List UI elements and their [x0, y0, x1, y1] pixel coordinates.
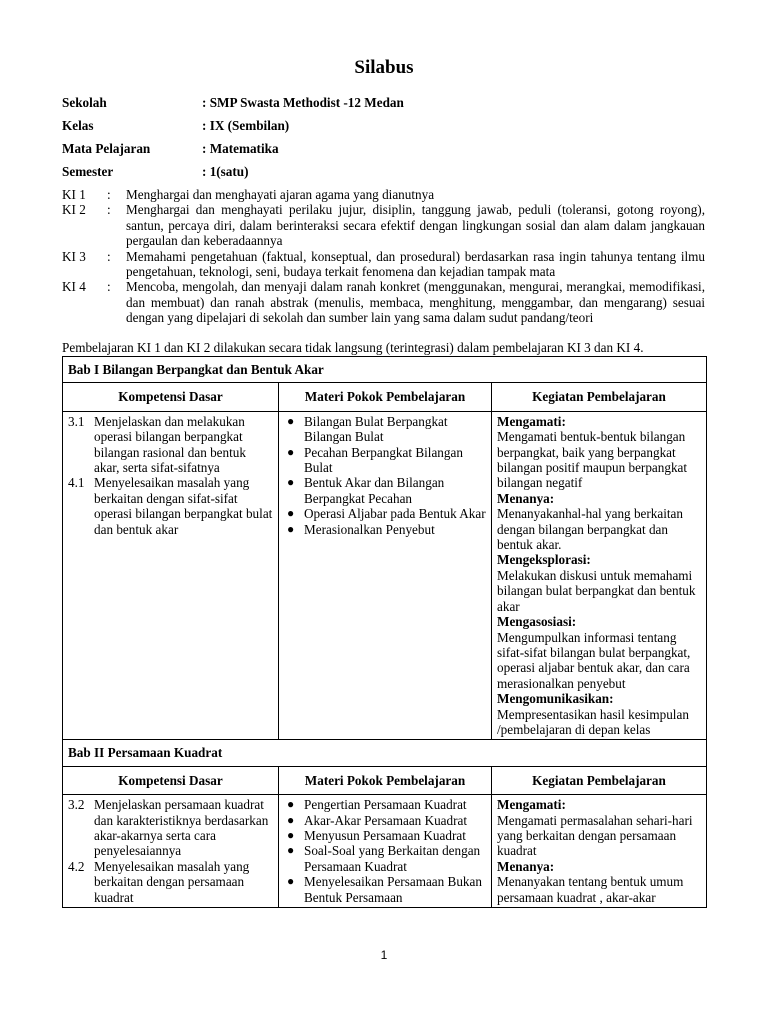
ki-row-3: [62, 249, 705, 280]
header-materi-pokok: Materi Pokok Pembelajaran: [279, 383, 492, 411]
bab-2-kegiatan-cell: [492, 795, 707, 908]
materi-item: [284, 445, 486, 476]
kegiatan-heading: Mengomunikasikan:: [497, 691, 614, 707]
bullet-icon: ●: [287, 521, 295, 536]
materi-item: [284, 797, 486, 812]
ki-row-4: [62, 279, 705, 325]
bab-1-title: Bab I Bilangan Berpangkat dan Bentuk Akar: [63, 357, 707, 383]
kd-number: 4.1: [68, 475, 85, 491]
syllabus-table: [62, 356, 707, 908]
ki-code: KI 4: [62, 279, 86, 295]
ki-code: KI 1: [62, 187, 86, 202]
materi-text: Bilangan Bulat Berpangkat Bilangan Bulat: [304, 413, 448, 445]
kd-text: Menyelesaikan masalah yang berkaitan dengan persamaan kuadrat: [94, 858, 250, 905]
bullet-icon: ●: [287, 413, 295, 428]
ki-row-2: [62, 202, 705, 248]
meta-label: Semester: [62, 164, 114, 179]
bullet-icon: ●: [287, 827, 295, 842]
ki-text: Memahami pengetahuan (faktual, konseptual, dan prosedural) berdasarkan rasa ingin tahunya tentang ilmu pengetahuan, teknologi, seni, budaya terkait fenomena dan kejadian tampak mata: [126, 248, 705, 280]
kegiatan-text: Melakukan diskusi untuk memahami bilangan bulat berpangkat dan bentuk akar: [497, 567, 696, 614]
materi-text: Pecahan Berpangkat Bilangan Bulat: [304, 444, 463, 476]
meta-label: Mata Pelajaran: [62, 141, 151, 156]
kegiatan-text: Mengamati permasalahan sehari-hari yang berkaitan dengan persamaan kuadrat: [497, 812, 693, 859]
bab-2-materi-cell: [279, 795, 492, 908]
kd-item: [68, 797, 273, 859]
integration-note: Pembelajaran KI 1 dan KI 2 dilakukan secara tidak langsung (terintegrasi) dalam pembelajaran KI 3 dan KI 4.: [62, 340, 644, 355]
ki-colon: :: [107, 248, 111, 264]
meta-value: : SMP Swasta Methodist -12 Medan: [202, 95, 404, 110]
kd-text: Menyelesaikan masalah yang berkaitan dengan sifat-sifat operasi bilangan berpangkat bulat dan bentuk akar: [94, 475, 273, 537]
materi-item: [284, 843, 486, 874]
materi-item: [284, 874, 486, 905]
kompetensi-inti-list: [62, 187, 705, 326]
meta-value: : 1(satu): [202, 164, 249, 179]
ki-code: KI 2: [62, 202, 86, 218]
meta-value: : IX (Sembilan): [202, 118, 290, 133]
header-kompetensi-dasar: Kompetensi Dasar: [63, 766, 279, 794]
materi-item: [284, 475, 486, 506]
materi-item: [284, 813, 486, 828]
kegiatan-text: Menanyakanhal-hal yang berkaitan dengan bilangan berpangkat dan bentuk akar.: [497, 506, 684, 553]
bullet-icon: ●: [287, 506, 295, 521]
bab-1-kegiatan-cell: [492, 411, 707, 740]
materi-text: Akar-Akar Persamaan Kuadrat: [304, 812, 468, 828]
bullet-icon: ●: [287, 843, 295, 858]
ki-text: Mencoba, mengolah, dan menyaji dalam ranah konkret (menggunakan, mengurai, merangkai, memodifikasi, dan membuat) dan ranah abstrak (menulis, membaca, menghitung, menggambar, dan mengarang) sesuai dengan yang dipelajari di sekolah dan sumber lain yang sama dalam sudut pandang/teori: [126, 279, 705, 326]
kegiatan-heading: Menanya:: [497, 858, 555, 874]
materi-item: [284, 506, 486, 521]
meta-label: Kelas: [62, 118, 94, 133]
bab-1-materi-cell: [279, 411, 492, 740]
ki-colon: :: [107, 202, 111, 218]
header-kompetensi-dasar: Kompetensi Dasar: [63, 383, 279, 411]
bab-2-title: Bab II Persamaan Kuadrat: [63, 740, 707, 766]
kd-text: Menjelaskan dan melakukan operasi bilangan berpangkat bilangan rasional dan bentuk akar, serta sifat-sifatnya: [94, 413, 246, 476]
bullet-icon: ●: [287, 797, 295, 812]
bullet-icon: ●: [287, 812, 295, 827]
kegiatan-text: Menanyakan tentang bentuk umum persamaan kuadrat , akar-akar: [497, 874, 684, 905]
bullet-icon: ●: [287, 444, 295, 459]
materi-text: Soal-Soal yang Berkaitan dengan Persamaan Kuadrat: [304, 843, 481, 874]
bab-1-kompetensi-cell: [63, 411, 279, 740]
kegiatan-text: Mempresentasikan hasil kesimpulan /pembelajaran di depan kelas: [497, 706, 689, 737]
bullet-icon: ●: [287, 874, 295, 889]
header-materi-pokok: Materi Pokok Pembelajaran: [279, 766, 492, 794]
materi-text: Menyusun Persamaan Kuadrat: [304, 827, 466, 843]
kd-item: [68, 475, 273, 537]
meta-value: : Matematika: [202, 141, 279, 156]
bab-1-content-row: [63, 411, 707, 740]
kd-number: 4.2: [68, 858, 85, 874]
kd-number: 3.2: [68, 797, 85, 813]
materi-text: Merasionalkan Penyebut: [304, 521, 435, 537]
kd-text: Menjelaskan persamaan kuadrat dan karakteristiknya berdasarkan akar-akarnya serta cara penyelesaiannya: [94, 797, 269, 859]
ki-row-1: [62, 187, 705, 202]
kd-item: [68, 859, 273, 905]
ki-colon: :: [107, 279, 111, 295]
kegiatan-heading: Mengamati:: [497, 797, 566, 813]
header-kegiatan: Kegiatan Pembelajaran: [492, 766, 707, 794]
bab-2-content-row: [63, 795, 707, 908]
materi-item: [284, 414, 486, 445]
meta-label: Sekolah: [62, 95, 107, 110]
materi-text: Menyelesaikan Persamaan Bukan Bentuk Persamaan: [304, 874, 482, 905]
kd-item: [68, 414, 273, 476]
page-title: Silabus: [354, 57, 414, 78]
kegiatan-text: Mengamati bentuk-bentuk bilangan berpangkat, baik yang berpangkat bilangan positif maupun berpangkat bilangan negatif: [497, 429, 688, 491]
header-kegiatan: Kegiatan Pembelajaran: [492, 383, 707, 411]
ki-colon: :: [107, 187, 111, 202]
ki-text: Menghargai dan menghayati perilaku jujur, disiplin, tanggung jawab, peduli (toleransi, gotong royong), santun, percaya diri, dalam berinteraksi secara efektif dengan lingkungan sosial dan alam dalam jangkauan pergaulan dan keberadaannya: [126, 202, 705, 249]
kegiatan-heading: Mengeksplorasi:: [497, 552, 591, 568]
materi-item: [284, 828, 486, 843]
kegiatan-heading: Menanya:: [497, 490, 555, 506]
page-number: 1: [380, 948, 388, 962]
materi-text: Bentuk Akar dan Bilangan Berpangkat Pecahan: [304, 475, 445, 506]
materi-item: [284, 522, 486, 537]
ki-text: Menghargai dan menghayati ajaran agama yang dianutnya: [126, 187, 435, 202]
kegiatan-text: Mengumpulkan informasi tentang sifat-sifat bilangan bulat berpangkat, operasi aljabar bentuk akar, dan cara merasionalkan penyebut: [497, 629, 691, 691]
bab-2-kompetensi-cell: [63, 795, 279, 908]
bullet-icon: ●: [287, 475, 295, 490]
ki-code: KI 3: [62, 248, 86, 264]
kegiatan-heading: Mengasosiasi:: [497, 614, 577, 630]
kegiatan-heading: Mengamati:: [497, 413, 566, 429]
kd-number: 3.1: [68, 413, 85, 429]
materi-text: Pengertian Persamaan Kuadrat: [304, 797, 467, 813]
materi-text: Operasi Aljabar pada Bentuk Akar: [304, 506, 486, 522]
